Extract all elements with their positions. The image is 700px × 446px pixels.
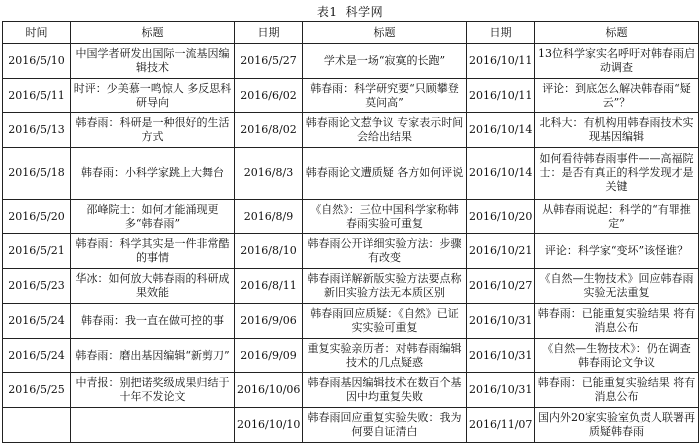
col-header-title: 标题 bbox=[535, 22, 699, 44]
title-cell: 韩春雨：已能重复实验结果 将有消息公布 bbox=[535, 303, 699, 338]
table-row bbox=[3, 148, 699, 200]
title-cell: 韩春雨：科学其实是一件非常酷的事情 bbox=[71, 234, 235, 269]
date-cell: 2016/9/09 bbox=[235, 338, 303, 373]
col-header-date: 日期 bbox=[235, 22, 303, 44]
date-cell: 2016/10/21 bbox=[467, 234, 535, 269]
table-row bbox=[3, 44, 699, 79]
title-cell: 中青报：别把诺奖级成果归结于十年不发论文 bbox=[71, 373, 235, 408]
date-cell: 2016/10/31 bbox=[467, 338, 535, 373]
date-cell: 2016/5/10 bbox=[3, 44, 71, 79]
date-cell: 2016/10/06 bbox=[235, 373, 303, 408]
table-row bbox=[3, 338, 699, 373]
col-header-title: 标题 bbox=[303, 22, 467, 44]
title-cell: 如何看待韩春雨事件——高福院士：是否有真正的科学发现才是关键 bbox=[535, 148, 699, 200]
table-row bbox=[3, 373, 699, 408]
title-cell: 韩春雨：已能重复实验结果 将有消息公布 bbox=[535, 373, 699, 408]
title-cell: 学术是一场“寂寞的长跑” bbox=[303, 44, 467, 79]
date-cell: 2016/6/02 bbox=[235, 78, 303, 113]
date-cell: 2016/5/21 bbox=[3, 234, 71, 269]
date-cell: 2016/10/20 bbox=[467, 199, 535, 234]
title-cell: 北科大：有机构用韩春雨技术实现基因编辑 bbox=[535, 113, 699, 148]
date-cell: 2016/5/25 bbox=[3, 373, 71, 408]
title-cell: 《自然》：三位中国科学家称韩春雨实验可重复 bbox=[303, 199, 467, 234]
date-cell: 2016/5/23 bbox=[3, 269, 71, 304]
date-cell: 2016/8/11 bbox=[235, 269, 303, 304]
title-cell: 13位科学家实名呼吁对韩春雨启动调查 bbox=[535, 44, 699, 79]
col-header-time: 时间 bbox=[3, 22, 71, 44]
date-cell: 2016/11/07 bbox=[467, 408, 535, 443]
title-cell: 国内外20家实验室负责人联署再质疑韩春雨 bbox=[535, 408, 699, 443]
title-cell: 韩春雨：科学研究要“只顾攀登莫问高” bbox=[303, 78, 467, 113]
date-cell: 2016/10/14 bbox=[467, 148, 535, 200]
date-cell: 2016/8/02 bbox=[235, 113, 303, 148]
title-cell bbox=[71, 408, 235, 443]
table-title: 科学网 bbox=[345, 5, 384, 19]
date-cell: 2016/10/27 bbox=[467, 269, 535, 304]
date-cell: 2016/5/11 bbox=[3, 78, 71, 113]
table-body bbox=[3, 44, 699, 443]
title-cell: 韩春雨回应质疑：《自然》已证实实验可重复 bbox=[303, 303, 467, 338]
table-row bbox=[3, 234, 699, 269]
table-row bbox=[3, 78, 699, 113]
date-cell: 2016/10/31 bbox=[467, 303, 535, 338]
table-row bbox=[3, 303, 699, 338]
date-cell: 2016/10/11 bbox=[467, 44, 535, 79]
title-cell: 韩春雨论文遭质疑 各方如何评说 bbox=[303, 148, 467, 200]
date-cell: 2016/8/3 bbox=[235, 148, 303, 200]
date-cell: 2016/5/24 bbox=[3, 338, 71, 373]
title-cell: 时评：少美慕一鸣惊人 多反思科研导向 bbox=[71, 78, 235, 113]
title-cell: 韩春雨论文惹争议 专家表示时间会给出结果 bbox=[303, 113, 467, 148]
title-cell: 韩春雨基因编辑技术在数百个基因中均重复失败 bbox=[303, 373, 467, 408]
title-cell: 韩春雨详解新版实验方法要点称新旧实验方法无本质区别 bbox=[303, 269, 467, 304]
date-cell: 2016/10/14 bbox=[467, 113, 535, 148]
title-cell: 重复实验亲历者：对韩春雨编辑技术的几点疑惑 bbox=[303, 338, 467, 373]
date-cell bbox=[3, 408, 71, 443]
date-cell: 2016/10/31 bbox=[467, 373, 535, 408]
title-cell: 韩春雨：小科学家跳上大舞台 bbox=[71, 148, 235, 200]
title-cell: 韩春雨：磨出基因编辑“新剪刀” bbox=[71, 338, 235, 373]
title-cell: 评论：到底怎么解决韩春雨“疑云”？ bbox=[535, 78, 699, 113]
col-header-title: 标题 bbox=[71, 22, 235, 44]
title-cell: 《自然—生物技术》：仍在调查韩春雨论文争议 bbox=[535, 338, 699, 373]
date-cell: 2016/5/13 bbox=[3, 113, 71, 148]
title-cell: 华冰：如何放大韩春雨的科研成果效能 bbox=[71, 269, 235, 304]
title-cell: 从韩春雨说起：科学的“有罪推定” bbox=[535, 199, 699, 234]
date-cell: 2016/5/20 bbox=[3, 199, 71, 234]
header-row bbox=[3, 22, 699, 44]
title-cell: 中国学者研发出国际一流基因编辑技术 bbox=[71, 44, 235, 79]
col-header-date: 日期 bbox=[467, 22, 535, 44]
table-number: 表1 bbox=[316, 5, 338, 19]
title-cell: 评论：科学家“变坏”该怪谁？ bbox=[535, 234, 699, 269]
date-cell: 2016/5/24 bbox=[3, 303, 71, 338]
title-cell: 邵峰院士：如何才能涌现更多“韩春雨” bbox=[71, 199, 235, 234]
table-row bbox=[3, 199, 699, 234]
news-table bbox=[2, 21, 699, 443]
table-row bbox=[3, 113, 699, 148]
date-cell: 2016/8/9 bbox=[235, 199, 303, 234]
title-cell: 韩春雨回应重复实验失败：我为何要自证清白 bbox=[303, 408, 467, 443]
title-cell: 韩春雨：我一直在做可控的事 bbox=[71, 303, 235, 338]
date-cell: 2016/10/11 bbox=[467, 78, 535, 113]
date-cell: 2016/5/18 bbox=[3, 148, 71, 200]
title-cell: 《自然—生物技术》回应韩春雨实验无法重复 bbox=[535, 269, 699, 304]
title-cell: 韩春雨公开详细实验方法：步骤有改变 bbox=[303, 234, 467, 269]
date-cell: 2016/9/06 bbox=[235, 303, 303, 338]
table-row bbox=[3, 269, 699, 304]
date-cell: 2016/5/27 bbox=[235, 44, 303, 79]
table-row bbox=[3, 408, 699, 443]
title-cell: 韩春雨：科研是一种很好的生活方式 bbox=[71, 113, 235, 148]
table-caption bbox=[0, 4, 700, 20]
date-cell: 2016/8/10 bbox=[235, 234, 303, 269]
date-cell: 2016/10/10 bbox=[235, 408, 303, 443]
